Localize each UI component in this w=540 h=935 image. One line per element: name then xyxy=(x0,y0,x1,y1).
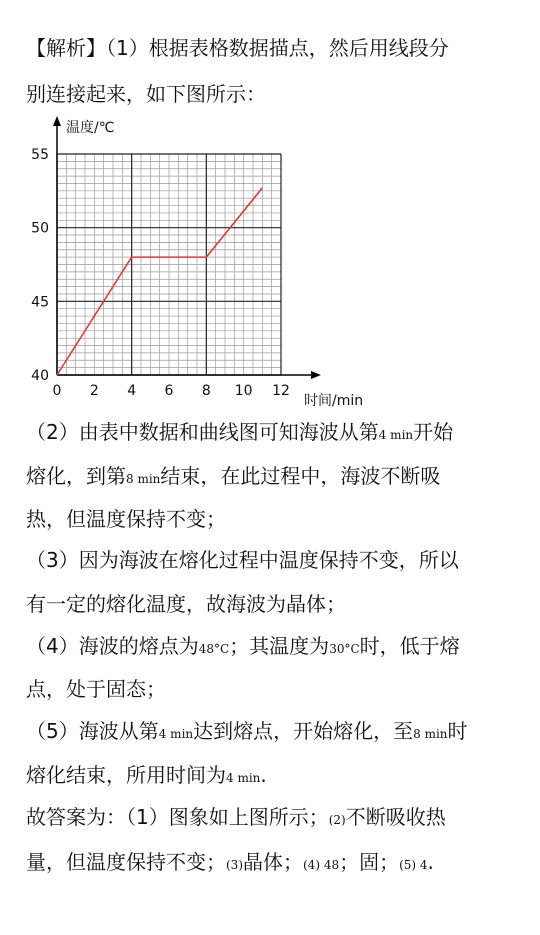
intro-line-2 xyxy=(26,80,266,108)
p3-text: 有一定的熔化温度，故海波为晶体； xyxy=(26,592,346,616)
p5-text: 熔化结束，所用时间为 xyxy=(26,763,226,787)
p2-text: 熔化，到第 xyxy=(26,464,126,488)
temperature-time-chart xyxy=(20,112,390,412)
p5-math: 4 min xyxy=(158,727,194,741)
answer-line-2 xyxy=(26,848,434,879)
p2-text: 热，但温度保持不变； xyxy=(26,507,226,531)
paragraph-4-line-1 xyxy=(26,632,460,663)
chart-tick-labels xyxy=(31,147,290,399)
p3-text: （3）因为海波在熔化过程中温度保持不变，所以 xyxy=(26,548,459,572)
answer-text: ；固； xyxy=(339,850,400,874)
p4-math: 30°C xyxy=(329,642,360,656)
p4-text: 时，低于熔 xyxy=(359,634,460,658)
answer-text: 量，但温度保持不变； xyxy=(26,850,226,874)
p4-math: 48°C xyxy=(198,642,230,656)
x-tick-label: 10 xyxy=(234,383,253,399)
x-tick-label: 8 xyxy=(201,383,211,399)
p5-math: 4 min xyxy=(226,771,261,785)
p4-text: ；其温度为 xyxy=(229,634,330,658)
p2-text: （2）由表中数据和曲线图可知海波从第 xyxy=(26,420,379,444)
paragraph-2-line-2 xyxy=(26,462,440,493)
p2-text: 结束，在此过程中，海波不断吸 xyxy=(160,464,441,488)
p5-math: 8 min xyxy=(413,727,448,741)
paragraph-3-line-1 xyxy=(26,546,459,574)
p5-text: （5）海波从第 xyxy=(26,719,159,743)
x-axis-arrow-icon xyxy=(311,371,321,379)
answer-text: 不断吸收热 xyxy=(345,805,446,829)
y-axis-label: 温度/℃ xyxy=(66,120,115,136)
chart-minor-grid xyxy=(57,154,281,375)
p4-text: （4）海波的熔点为 xyxy=(26,634,199,658)
x-tick-label: 2 xyxy=(89,383,99,399)
p4-text: 点，处于固态； xyxy=(26,677,166,701)
y-tick-label: 45 xyxy=(31,294,49,311)
answer-math: (2) xyxy=(328,813,346,827)
p5-text: 时 xyxy=(447,719,468,743)
x-tick-label: 6 xyxy=(164,383,174,399)
intro-text-1: 【解析】（1）根据表格数据描点，然后用线段分 xyxy=(26,36,449,60)
y-axis-arrow-icon xyxy=(53,116,61,126)
p2-math: 4 min xyxy=(378,428,414,442)
answer-math: (5) 4 xyxy=(399,858,428,872)
p5-text: 达到熔点，开始熔化，至 xyxy=(193,719,414,743)
y-tick-label: 40 xyxy=(31,368,49,384)
answer-math: (3) xyxy=(226,858,243,872)
paragraph-4-line-2 xyxy=(26,675,166,703)
paragraph-5-line-1 xyxy=(26,717,468,748)
x-axis-label: 时间/min xyxy=(304,393,364,409)
answer-math: (4) 48 xyxy=(303,858,340,872)
x-tick-label: 12 xyxy=(272,383,290,399)
intro-text-2: 别连接起来，如下图所示： xyxy=(26,82,266,106)
answer-text: 故答案为：（1）图象如上图所示； xyxy=(26,805,329,829)
paragraph-2-line-3 xyxy=(26,505,226,533)
p2-text: 开始 xyxy=(413,420,454,444)
y-tick-label: 55 xyxy=(31,147,49,163)
answer-line-1 xyxy=(26,803,446,834)
paragraph-2-line-1 xyxy=(26,418,453,449)
paragraph-5-line-2 xyxy=(26,761,267,792)
p5-text: . xyxy=(260,763,267,787)
y-tick-label: 50 xyxy=(31,220,49,237)
answer-text: 晶体； xyxy=(243,850,303,874)
answer-text: . xyxy=(427,850,434,874)
paragraph-3-line-2 xyxy=(26,590,346,618)
x-tick-label: 0 xyxy=(52,383,62,399)
x-tick-label: 4 xyxy=(127,383,137,399)
intro-line-1 xyxy=(26,34,449,62)
p2-math: 8 min xyxy=(126,472,161,486)
